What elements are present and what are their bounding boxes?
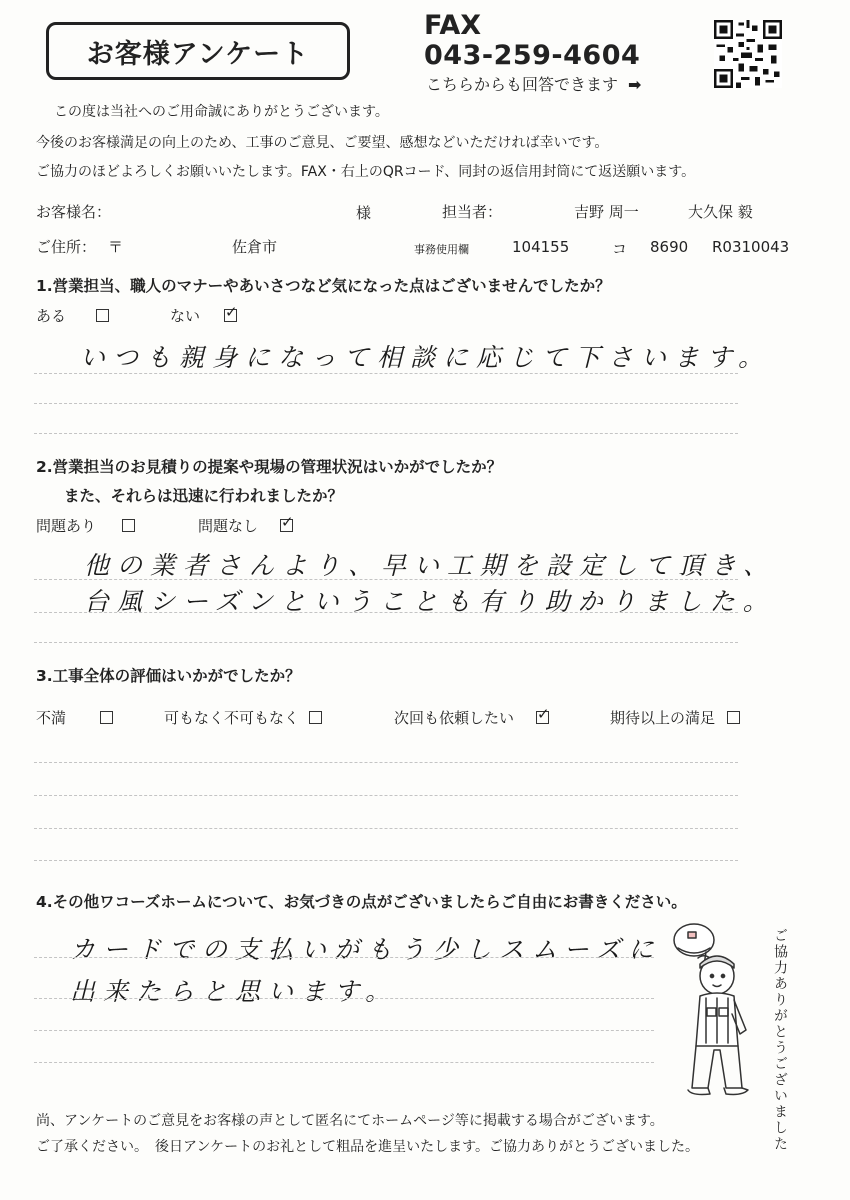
thanks-vertical-text: ご協力ありがとうございました bbox=[772, 928, 788, 1152]
q3-option-2[interactable] bbox=[164, 707, 322, 728]
q3-option-4[interactable] bbox=[610, 707, 740, 728]
arrow-right-icon: ➡ bbox=[628, 75, 642, 94]
intro-line-3: ご協力のほどよろしくお願いいたします。FAX・右上のQRコード、同封の返信用封筒にて返送願います。 bbox=[36, 164, 696, 180]
footer-line-2: ご了承ください。 後日アンケートのお礼として粗品を進呈いたします。ご協力ありがとうございました。 bbox=[36, 1139, 700, 1155]
office-use-label: 事務使用欄 bbox=[414, 243, 469, 256]
intro-line-2: 今後のお客様満足の向上のため、工事のご意見、ご要望、感想などいただければ幸いです。 bbox=[36, 135, 609, 151]
answer-line bbox=[34, 1030, 654, 1031]
staff-name-1: 吉野 周一 bbox=[574, 203, 639, 221]
q1-yes-checkbox[interactable] bbox=[96, 309, 109, 322]
q2-option-problem-label: 問題あり bbox=[36, 517, 97, 535]
q2-noproblem-checkbox[interactable] bbox=[280, 519, 293, 532]
answer-line bbox=[34, 860, 738, 861]
q2-problem-checkbox[interactable] bbox=[122, 519, 135, 532]
footer-line-1: 尚、アンケートのご意見をお客様の声として匿名にてホームページ等に掲載する場合がございます。 bbox=[36, 1113, 664, 1129]
q4-handwritten-answer-1: カードでの支払いがもう少しスムーズに bbox=[70, 935, 662, 964]
mascot-worker-illustration bbox=[662, 918, 762, 1108]
question-3: 3.工事全体の評価はいかがでしたか？ bbox=[36, 667, 301, 685]
q2-option-noproblem[interactable] bbox=[198, 515, 293, 536]
answer-line bbox=[34, 579, 738, 580]
answer-line bbox=[34, 1062, 654, 1063]
q1-option-no-label: ない bbox=[170, 307, 201, 325]
office-code-4: R0310043 bbox=[712, 238, 790, 256]
question-2: 2.営業担当のお見積りの提案や現場の管理状況はいかがでしたか？ bbox=[36, 458, 503, 476]
answer-line bbox=[34, 642, 738, 643]
fax-number: 043-259-4604 bbox=[424, 40, 641, 71]
q3-option-1[interactable] bbox=[36, 707, 113, 728]
answer-line bbox=[34, 998, 654, 999]
q3-option-4-label: 期待以上の満足 bbox=[610, 709, 716, 727]
question-1: 1.営業担当、職人のマナーやあいさつなど気になった点はございませんでしたか？ bbox=[36, 277, 611, 295]
q1-option-no[interactable] bbox=[170, 305, 237, 326]
staff-name-2: 大久保 毅 bbox=[688, 203, 753, 221]
q1-option-yes-label: ある bbox=[36, 307, 67, 325]
sama-label: 様 bbox=[356, 204, 372, 222]
fax-note-text: こちらからも回答できます bbox=[426, 75, 619, 94]
q1-no-checkbox[interactable] bbox=[224, 309, 237, 322]
answer-line bbox=[34, 795, 738, 796]
q1-option-yes[interactable] bbox=[36, 305, 109, 326]
q3-option-2-checkbox[interactable] bbox=[309, 711, 322, 724]
address-label: ご住所： bbox=[36, 238, 97, 256]
office-code-2: コ bbox=[612, 240, 628, 258]
answer-line bbox=[34, 433, 738, 434]
answer-line bbox=[34, 828, 738, 829]
office-code-1: 104155 bbox=[512, 238, 570, 256]
q3-option-3[interactable] bbox=[394, 707, 549, 728]
answer-line bbox=[34, 373, 738, 374]
answer-line bbox=[34, 403, 738, 404]
q3-option-4-checkbox[interactable] bbox=[727, 711, 740, 724]
staff-label: 担当者： bbox=[442, 203, 503, 221]
fax-label: FAX bbox=[424, 10, 482, 41]
intro-line-1: この度は当社へのご用命誠にありがとうございます。 bbox=[54, 104, 389, 120]
question-4: 4.その他ワコーズホームについて、お気づきの点がございましたらご自由にお書きください。 bbox=[36, 893, 687, 911]
q2-handwritten-answer-2: 台風シーズンということも有り助かりました。 bbox=[84, 587, 776, 616]
q3-option-3-label: 次回も依頼したい bbox=[394, 709, 515, 727]
qr-code-icon[interactable] bbox=[714, 20, 782, 88]
postal-mark: 〒 bbox=[108, 238, 124, 256]
answer-line bbox=[34, 612, 738, 613]
q3-option-1-checkbox[interactable] bbox=[100, 711, 113, 724]
survey-title: お客様アンケート bbox=[46, 22, 350, 80]
office-code-3: 8690 bbox=[650, 238, 689, 256]
q2-option-problem[interactable] bbox=[36, 515, 135, 536]
answer-line bbox=[34, 762, 738, 763]
fax-note bbox=[426, 72, 641, 95]
q3-option-1-label: 不満 bbox=[36, 709, 67, 727]
address-value: 佐倉市 bbox=[232, 238, 278, 256]
q3-option-3-checkbox[interactable] bbox=[536, 711, 549, 724]
answer-line bbox=[34, 957, 654, 958]
q4-handwritten-answer-2: 出来たらと思います。 bbox=[70, 977, 399, 1006]
q1-handwritten-answer: いつも親身になって相談に応じて下さいます。 bbox=[80, 343, 772, 372]
customer-name-label: お客様名： bbox=[36, 203, 112, 221]
q2-handwritten-answer-1: 他の業者さんより、早い工期を設定して頂き、 bbox=[84, 551, 777, 580]
q3-option-2-label: 可もなく不可もなく bbox=[164, 709, 300, 727]
q2-option-noproblem-label: 問題なし bbox=[198, 517, 259, 535]
question-2-sub: また、それらは迅速に行われましたか？ bbox=[64, 487, 344, 505]
